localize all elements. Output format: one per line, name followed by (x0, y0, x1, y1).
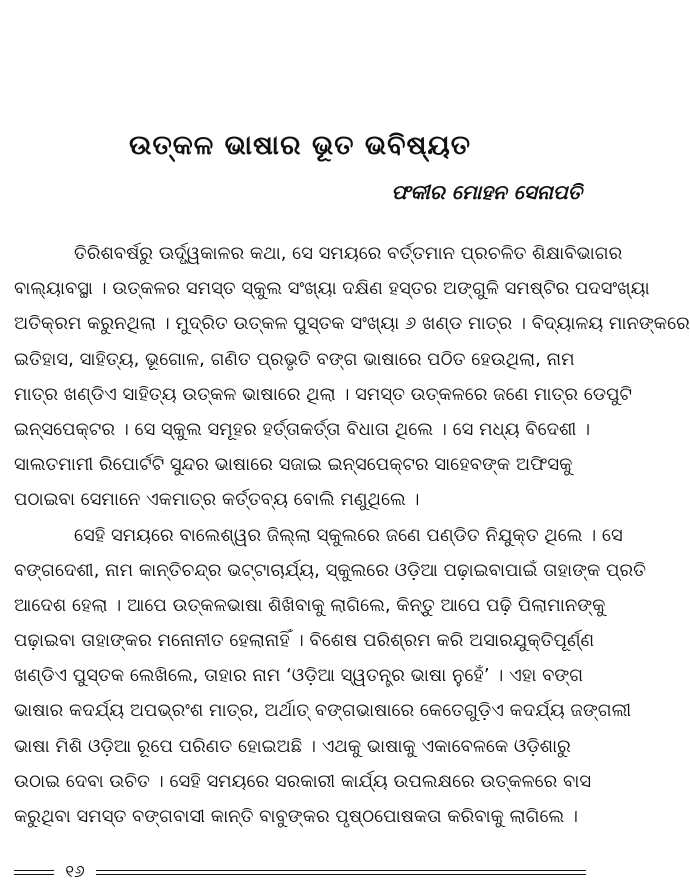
text-line: ପଢ଼ାଇବା ତାହାଙ୍କର ମନୋନୀତ ହେଲାନାହିଁ । ବିଶେଷ ପରିଶ୍ରମ କରି ଅସାରଯୁକ୍ତିପୂର୍ଣ୍ଣ (14, 630, 595, 652)
text-line: ଭାଷାର କଦର୍ଯ୍ୟ ଅପଭ୍ରଂଶ ମାତ୍ର, ଅର୍ଥାତ୍ ବଙ୍ଗଭାଷାରେ କେତେଗୁଡ଼ିଏ କଦର୍ଯ୍ୟ ଜଙ୍ଗଲୀ (14, 700, 632, 722)
text-line: ବାଲ୍ୟାବସ୍ଥା । ଉତ୍କଳର ସମସ୍ତ ସ୍କୁଲ ସଂଖ୍ୟା ଦକ୍ଷିଣ ହସ୍ତର ଅଙ୍ଗୁଳି ସମଷ୍ଟିର ପଦସଂଖ୍ୟା (14, 278, 650, 300)
text-line: ବଙ୍ଗଦେଶୀ, ନାମ କାନ୍ତିଚନ୍ଦ୍ର ଭଟ୍ଟାଚାର୍ଯ୍ୟ, ସ୍କୁଲରେ ଓଡ଼ିଆ ପଢ଼ାଇବାପାଇଁ ତାହାଙ୍କ ପ୍ରତି (14, 559, 646, 581)
footer-rule-right (96, 870, 586, 875)
text-line: ସାଲତମାମୀ ରିପୋର୍ଟଟି ସୁନ୍ଦର ଭାଷାରେ ସଜାଇ ଇନ୍‌ସପେକ୍ଟର ସାହେବଙ୍କ ଅଫିସକୁ (14, 454, 573, 476)
text-line: ତିରିଶବର୍ଷରୁ ଊର୍ଦ୍ଧ୍ୱକାଳର କଥା, ସେ ସମୟରେ ବର୍ତ୍ତମାନ ପ୍ରଚଳିତ ଶିକ୍ଷାବିଭାଗର (74, 243, 623, 264)
text-line: ଭାଷା ମିଶି ଓଡ଼ିଆ ରୂପେ ପରିଣତ ହୋଇଅଛି । ଏଥକୁ ଭାଷାକୁ ଏକାବେଳକେ ଓଡ଼ିଶାରୁ (14, 735, 571, 757)
page-number: ୧୬ (65, 862, 85, 882)
text-line: ଆଦେଶ ହେଲା । ଆପେ ଉତ୍କଳଭାଷା ଶିଖିବାକୁ ଲାଗିଲେ, କିନ୍ତୁ ଆପେ ପଢ଼ି ପିଲାମାନଙ୍କୁ (14, 594, 606, 616)
text-line: ଖଣ୍ଡିଏ ପୁସ୍ତକ ଲେଖିଲେ, ତାହାର ନାମ ‘ଓଡ଼ିଆ ସ୍ୱତନ୍ତ୍ର ଭାଷା ନୁହେଁ’ । ଏହା ବଙ୍ଗ (14, 665, 584, 687)
text-line: ଇତିହାସ, ସାହିତ୍ୟ, ଭୂଗୋଳ, ଗଣିତ ପ୍ରଭୃତି ବଙ୍ଗ ଭାଷାରେ ପଠିତ ହେଉଥିଲା, ନାମ (14, 348, 575, 370)
text-line: ଉଠାଇ ଦେବା ଉଚିତ । ସେହି ସମୟରେ ସରକାରୀ କାର୍ଯ୍ୟ ଉପଲକ୍ଷରେ ଉତ୍କଳରେ ବାସ (14, 770, 592, 792)
author-name: ଫକୀର ମୋହନ ସେନାପତି (391, 180, 582, 204)
page-footer (0, 858, 600, 888)
body-text (14, 236, 690, 834)
text-line: କରୁଥିବା ସମସ୍ତ ବଙ୍ଗବାସୀ କାନ୍ତି ବାବୁଙ୍କର ପୃଷ୍ଠପୋଷକତା କରିବାକୁ ଲାଗିଲେ । (14, 806, 578, 827)
text-line: ଇନ୍‌ସପେକ୍ଟର । ସେ ସ୍କୁଲ ସମୂହର ହର୍ତ୍ତାକର୍ତ୍ତା ବିଧାତା ଥିଲେ । ସେ ମଧ୍ୟ ବିଦେଶୀ । (14, 418, 591, 440)
footer-rule-left (14, 870, 54, 875)
text-line: ଅତିକ୍ରମ କରୁନଥିଲା । ମୁଦ୍ରିତ ଉତ୍କଳ ପୁସ୍ତକ ସଂଖ୍ୟା ୬ ଖଣ୍ଡ ମାତ୍ର । ବିଦ୍ୟାଳୟ ମାନଙ୍କରେ (14, 313, 690, 335)
text-line: ମାତ୍ର ଖଣ୍ଡିଏ ସାହିତ୍ୟ ଉତ୍କଳ ଭାଷାରେ ଥିଲା । ସମସ୍ତ ଉତ୍କଳରେ ଜଣେ ମାତ୍ର ଡେପୁଟି (14, 383, 633, 405)
text-line: ସେହି ସମୟରେ ବାଲେଶ୍ୱର ଜିଲ୍ଲା ସ୍କୁଲରେ ଜଣେ ପଣ୍ଡିତ ନିଯୁକ୍ତ ଥିଲେ । ସେ (74, 524, 623, 546)
text-line: ପଠାଇବା ସେମାନେ ଏକମାତ୍ର କର୍ତ୍ତବ୍ୟ ବୋଲି ମଣୁଥିଲେ । (14, 489, 420, 511)
chapter-title: ଉତ୍କଳ ଭାଷାର ଭୂତ ଭବିଷ୍ୟତ (129, 130, 471, 161)
